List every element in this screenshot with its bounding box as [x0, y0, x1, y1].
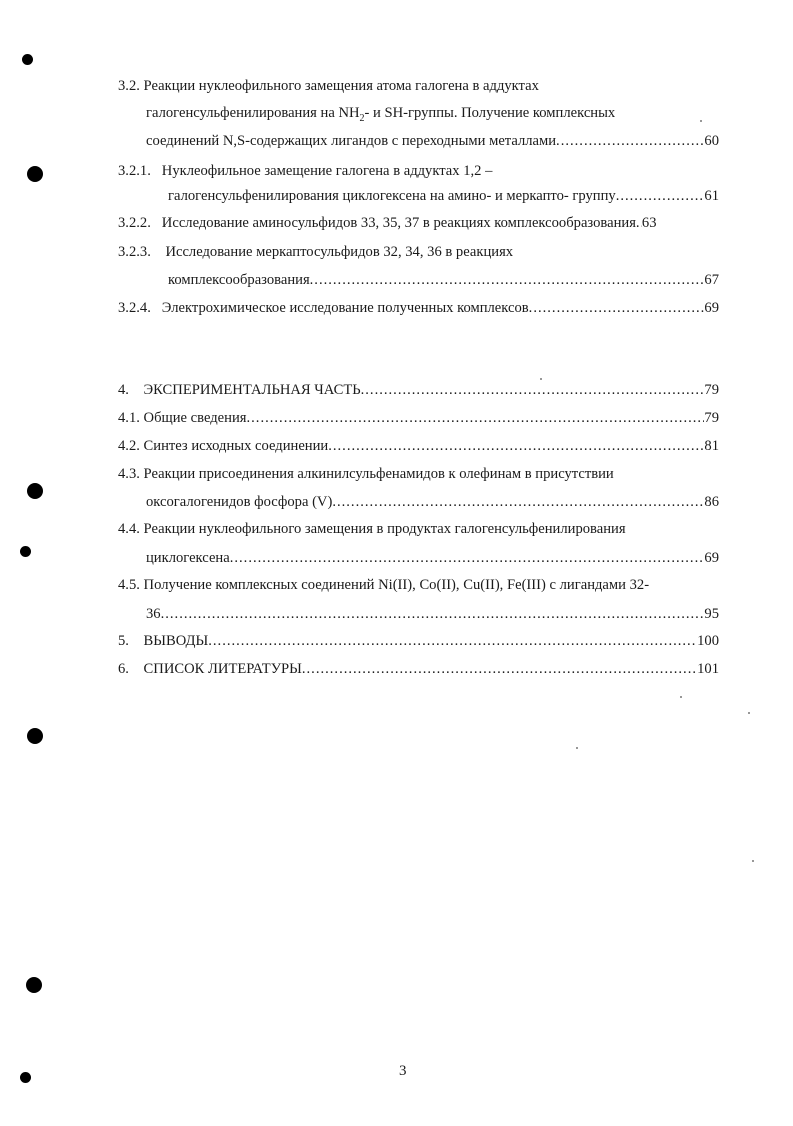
toc-entry-6[interactable]: 6. СПИСОК ЛИТЕРАТУРЫ ..... 101: [118, 660, 719, 678]
toc-page-number: 81: [704, 438, 719, 454]
toc-entry-4-2[interactable]: 4.2. Синтез исходных соединении ..... 81: [118, 437, 719, 455]
toc-entry-4-5-line1: 4.5. Получение комплексных соединений Ni(II), Co(II), Cu(II), Fe(III) с лигандами 32-: [118, 577, 650, 593]
dot-leader: [529, 299, 705, 317]
toc-page-number: 69: [704, 300, 719, 316]
toc-entry-3-2-2[interactable]: 3.2.2. Исследование аминосульфидов 33, 35, 37 в реакциях комплексообразования ..... 63: [118, 214, 720, 232]
punch-hole: [27, 728, 43, 744]
toc-entry-3-2-4[interactable]: 3.2.4. Электрохимическое исследование полученных комплексов ..... 69: [118, 299, 719, 317]
punch-hole: [20, 546, 31, 557]
toc-page-number: 63: [641, 215, 657, 231]
scan-speck: [748, 712, 750, 714]
punch-hole: [26, 977, 42, 993]
scan-speck: [540, 378, 542, 380]
toc-entry-4-5-line2[interactable]: 36 ..... 95: [146, 605, 719, 623]
toc-page-number: 69: [704, 550, 719, 566]
toc-page-number: 61: [704, 188, 719, 204]
toc-entry-3-2-3-line1: 3.2.3. Исследование меркаптосульфидов 32, 34, 36 в реакциях: [118, 244, 514, 260]
toc-entry-3-2-1-line2[interactable]: галогенсульфенилирования циклогексена на амино- и меркапто- группу ..... 61: [168, 187, 719, 205]
scan-speck: [680, 696, 682, 698]
toc-page-number: 79: [704, 410, 719, 426]
dot-leader: [616, 187, 705, 205]
dot-leader: [332, 493, 704, 511]
toc-entry-3-2-line2: галогенсульфенилирования на $NH_2-$ и SH-группы. Получение комплексных: [146, 105, 616, 124]
punch-hole: [22, 54, 33, 65]
toc-entry-3-2-3-line2[interactable]: комплексообразования ..... 67: [168, 271, 719, 289]
dot-leader: [208, 632, 697, 650]
scan-speck: [576, 747, 578, 749]
toc-entry-3-2-line3[interactable]: соединений N,S-содержащих лигандов с переходными металлами ..... 60: [146, 132, 719, 150]
dot-leader: [161, 605, 705, 623]
toc-entry-4-3-line2[interactable]: оксогалогенидов фосфора (V) ..... 86: [146, 493, 719, 511]
dot-leader: [230, 549, 705, 567]
toc-page-number: 60: [704, 133, 719, 149]
dot-leader: [328, 437, 704, 455]
toc-page-number: 67: [704, 272, 719, 288]
toc-entry-3-2-1-line1: 3.2.1. Нуклеофильное замещение галогена в аддуктах 1,2 –: [118, 163, 493, 179]
dot-leader: [247, 409, 705, 427]
toc-entry-4-3-line1: 4.3. Реакции присоединения алкинилсульфенамидов к олефинам в присутствии: [118, 466, 614, 482]
toc-entry-4[interactable]: 4. ЭКСПЕРИМЕНТАЛЬНАЯ ЧАСТЬ ..... 79: [118, 381, 719, 399]
toc-page-number: 86: [704, 494, 719, 510]
toc-page-number: 100: [697, 633, 719, 649]
dot-leader: [361, 381, 705, 399]
punch-hole: [27, 483, 43, 499]
toc-page-number: 95: [704, 606, 719, 622]
scan-speck: [752, 860, 754, 862]
toc-entry-4-1[interactable]: 4.1. Общие сведения ..... 79: [118, 409, 719, 427]
toc-entry-5[interactable]: 5. ВЫВОДЫ ..... 100: [118, 632, 719, 650]
dot-leader: [556, 132, 704, 150]
toc-entry-4-4-line1: 4.4. Реакции нуклеофильного замещения в продуктах галогенсульфенилирования: [118, 521, 626, 537]
toc-entry-4-4-line2[interactable]: циклогексена ..... 69: [146, 549, 719, 567]
dot-leader: [302, 660, 697, 678]
toc-page-number: 79: [704, 382, 719, 398]
dot-leader: [310, 271, 705, 289]
toc-page-number: 101: [697, 661, 719, 677]
punch-hole: [20, 1072, 31, 1083]
page-number: 3: [399, 1063, 407, 1079]
punch-hole: [27, 166, 43, 182]
toc-entry-3-2-line1: 3.2. Реакции нуклеофильного замещения атома галогена в аддуктах: [118, 78, 539, 94]
